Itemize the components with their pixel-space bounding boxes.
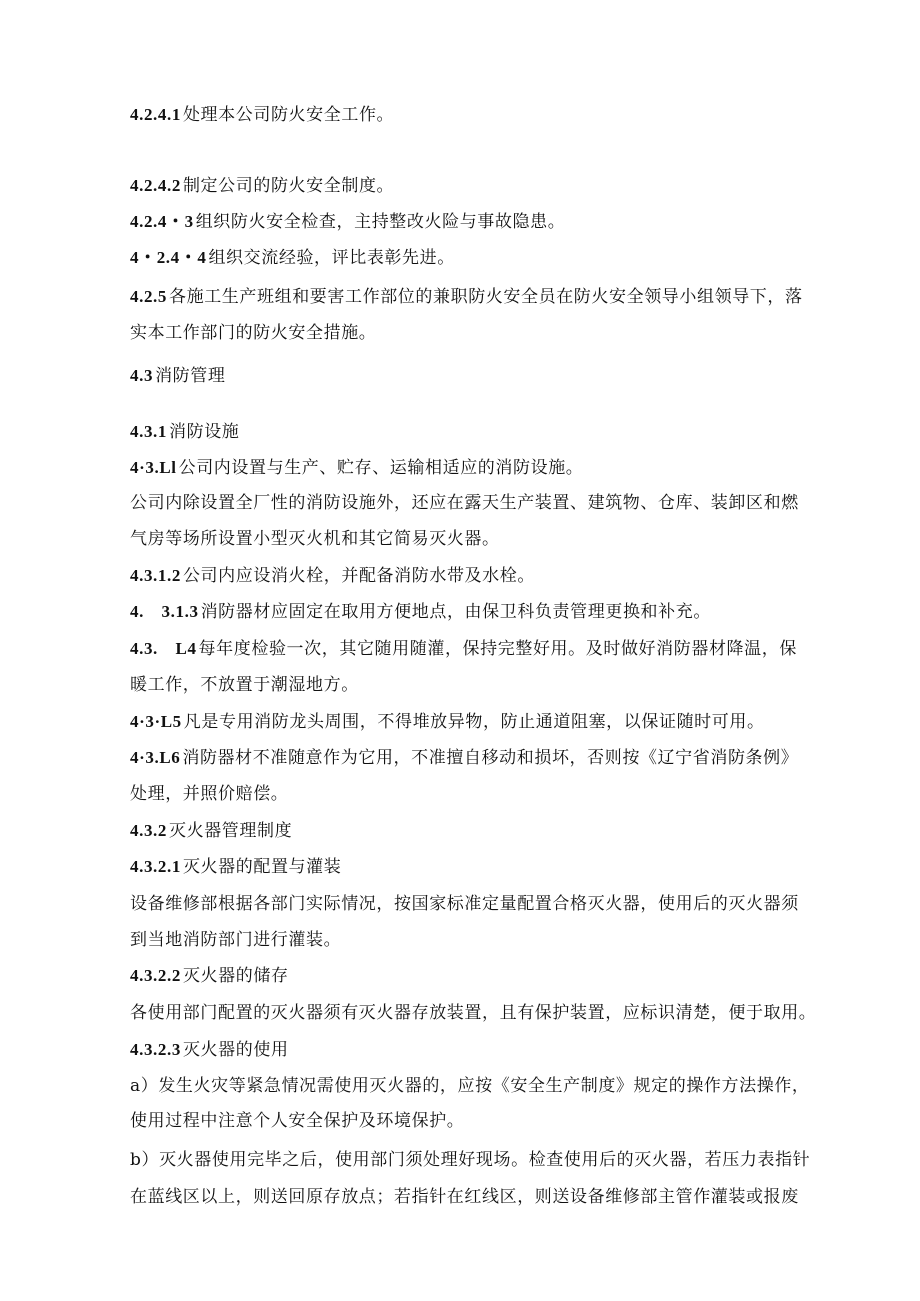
- paragraph-4-2-4-3: [130, 210, 565, 234]
- paragraph-4-3-1-1: [130, 456, 583, 480]
- paragraph-text: 灭火器的储存: [182, 966, 289, 986]
- paragraph-continuation: [130, 1109, 464, 1133]
- paragraph-continuation: [130, 673, 359, 697]
- clause-number: 4·3.Ll: [130, 458, 177, 477]
- clause-number: 4·3.L6: [130, 748, 181, 767]
- paragraph-text: 组织交流经验，评比表彰先进。: [208, 248, 455, 268]
- paragraph-text: 各使用部门配置的灭火器须有灭火器存放装置，且有保护装置，应标识清楚，便于取用。: [130, 1003, 817, 1023]
- paragraph-text: 灭火器管理制度: [169, 821, 293, 841]
- clause-number: 4.2.4.1: [130, 105, 181, 124]
- clause-number: 4.2.4・3: [130, 212, 194, 231]
- paragraph-4-3-1-2: [130, 564, 535, 588]
- section-heading-4-3-2-1: [130, 855, 341, 879]
- paragraph-text: 制定公司的防火安全制度。: [182, 176, 395, 196]
- paragraph-text: 消防器材不准随意作为它用，不准擅自移动和损坏，否则按《辽宁省消防条例》: [182, 748, 799, 768]
- paragraph-text: 使用过程中注意个人安全保护及环境保护。: [130, 1111, 465, 1131]
- paragraph-text: 公司内设置与生产、贮存、运输相适应的消防设施。: [178, 458, 584, 478]
- paragraph-4-2-5: [130, 285, 803, 309]
- paragraph-text: 暖工作，不放置于潮湿地方。: [130, 675, 359, 695]
- section-heading-4-3: [130, 364, 225, 388]
- paragraph-body: [130, 1001, 816, 1025]
- clause-number: 4.3.1.2: [130, 566, 181, 585]
- paragraph-text: a）发生火灾等紧急情况需使用灭火器的，应按《安全生产制度》规定的操作方法操作，: [130, 1076, 810, 1096]
- paragraph-text: 灭火器的配置与灌装: [182, 857, 342, 877]
- paragraph-text: 每年度检验一次，其它随用随灌，保持完整好用。及时做好消防器材降温，保: [198, 639, 797, 659]
- section-heading-4-3-2-2: [130, 964, 289, 988]
- paragraph-text: 灭火器的使用: [182, 1040, 289, 1060]
- paragraph-body: [130, 491, 799, 515]
- paragraph-text: b）灭火器使用完毕之后，使用部门须处理好现场。检查使用后的灭火器，若压力表指针: [130, 1150, 811, 1170]
- paragraph-4-3-1-3: [130, 600, 711, 624]
- clause-number: 4.3: [130, 366, 154, 385]
- clause-number: 4.3.2: [130, 821, 167, 840]
- paragraph-continuation: [130, 527, 500, 551]
- clause-number: 4·3·L5: [130, 712, 182, 731]
- paragraph-text: 消防设施: [169, 422, 240, 442]
- paragraph-continuation: [130, 1185, 799, 1209]
- paragraph-text: 到当地消防部门进行灌装。: [130, 930, 342, 950]
- paragraph-text: 气房等场所设置小型灭火机和其它简易灭火器。: [130, 529, 500, 549]
- paragraph-text: 消防器材应固定在取用方便地点，由保卫科负责管理更换和补充。: [200, 602, 711, 622]
- paragraph-body: [130, 892, 799, 916]
- paragraph-4-2-4-4: [130, 246, 455, 270]
- paragraph-text: 处理本公司防火安全工作。: [182, 105, 395, 125]
- clause-number: 4.3.2.2: [130, 966, 181, 985]
- clause-number: 4.3. L4: [130, 639, 197, 658]
- paragraph-text: 组织防火安全检查，主持整改火险与事故隐患。: [195, 212, 566, 232]
- paragraph-text: 在蓝线区以上，则送回原存放点；若指针在红线区，则送设备维修部主管作灌装或报废: [130, 1187, 799, 1207]
- paragraph-continuation: [130, 928, 341, 952]
- clause-number: 4.2.5: [130, 287, 167, 306]
- clause-number: 4.2.4.2: [130, 176, 181, 195]
- paragraph-4-3-1-4: [130, 637, 797, 661]
- clause-number: 4. 3.1.3: [130, 602, 199, 621]
- paragraph-text: 设备维修部根据各部门实际情况，按国家标准定量配置合格灭火器，使用后的灭火器须: [130, 894, 799, 914]
- paragraph-continuation: [130, 782, 288, 806]
- paragraph-4-3-1-6: [130, 746, 798, 770]
- section-heading-4-3-2: [130, 819, 292, 843]
- paragraph-4-3-1-5: [130, 710, 765, 734]
- list-item-a: [130, 1074, 810, 1098]
- section-heading-4-3-2-3: [130, 1038, 289, 1062]
- clause-number: 4.3.2.1: [130, 857, 181, 876]
- clause-number: 4・2.4・4: [130, 248, 207, 267]
- paragraph-text: 凡是专用消防龙头周围，不得堆放异物，防止通道阻塞，以保证随时可用。: [183, 712, 765, 732]
- paragraph-text: 处理，并照价赔偿。: [130, 784, 289, 804]
- paragraph-4-2-4-1: [130, 103, 394, 127]
- clause-number: 4.3.2.3: [130, 1040, 181, 1059]
- paragraph-text: 公司内应设消火栓，并配备消防水带及水栓。: [182, 566, 535, 586]
- paragraph-continuation: [130, 321, 376, 345]
- paragraph-text: 实本工作部门的防火安全措施。: [130, 323, 377, 343]
- section-heading-4-3-1: [130, 420, 239, 444]
- paragraph-text: 消防管理: [155, 366, 226, 386]
- paragraph-4-2-4-2: [130, 174, 394, 198]
- paragraph-text: 公司内除设置全厂性的消防设施外，还应在露天生产装置、建筑物、仓库、装卸区和燃: [130, 493, 799, 513]
- paragraph-text: 各施工生产班组和要害工作部位的兼职防火安全员在防火安全领导小组领导下，落: [169, 287, 803, 307]
- list-item-b: [130, 1148, 810, 1172]
- clause-number: 4.3.1: [130, 422, 167, 441]
